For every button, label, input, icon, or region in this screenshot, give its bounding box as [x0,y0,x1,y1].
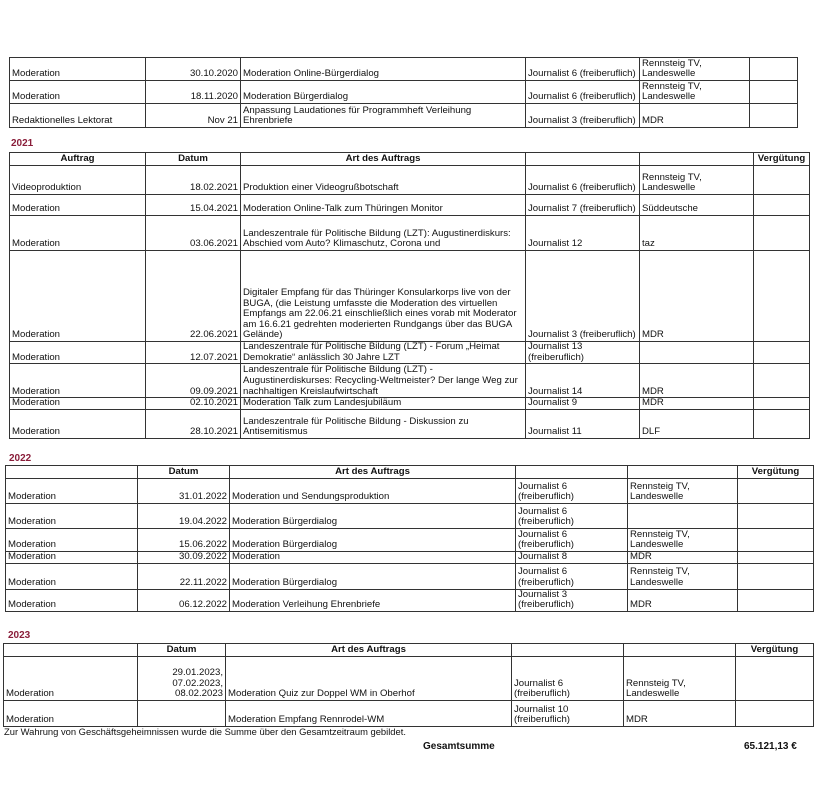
cell-art: Moderation [230,552,516,564]
cell-verguetung [738,529,814,552]
cell-verguetung [738,563,814,589]
cell-verguetung [738,552,814,564]
cell-verguetung [738,479,814,504]
cell-art: Digitaler Empfang für das Thüringer Konsularkorps live von der BUGA, (die Leistung umfasste die Moderation des virtuellen Empfangs am 22.06.21 einschließlich eines vorab mit Moderator am 16.6.21 gedrehten moderierten Rundgangs über das BUGA Gelände) [241,251,526,342]
table-2021-header [10,153,810,166]
cell-journalist: Journalist 3 (freiberuflich) [526,104,640,128]
table-2021 [9,152,810,439]
table-row [10,342,810,364]
cell-verguetung [754,398,810,410]
cell-art: Moderation Online-Talk zum Thüringen Monitor [241,195,526,216]
cell-journalist: Journalist 3 (freiberuflich) [526,251,640,342]
cell-verguetung [738,504,814,529]
cell-auftrag: Moderation [4,657,138,701]
table-row [6,563,814,589]
cell-datum: 19.04.2022 [138,504,230,529]
table-row [10,58,798,81]
cell-kunde [628,504,738,529]
table-row [10,398,810,410]
header-journalist [516,466,628,479]
cell-journalist: Journalist 7 (freiberuflich) [526,195,640,216]
cell-kunde: Rennsteig TV, Landeswelle [624,657,736,701]
header-verguetung: Vergütung [736,644,814,657]
cell-journalist: Journalist 6 (freiberuflich) [526,81,640,104]
header-datum: Datum [138,644,226,657]
table-row [10,251,810,342]
cell-kunde: Rennsteig TV, Landeswelle [628,529,738,552]
cell-verguetung [750,81,798,104]
cell-kunde: taz [640,216,754,251]
cell-kunde [640,342,754,364]
cell-verguetung [736,701,814,727]
cell-verguetung [738,589,814,611]
cell-art: Moderation und Sendungsproduktion [230,479,516,504]
cell-datum: 09.09.2021 [146,364,241,398]
cell-verguetung [754,409,810,438]
cell-art: Landeszentrale für Politische Bildung (LZT) - Forum „Heimat Demokratie“ anlässlich 30 Jahre LZT [241,342,526,364]
table-2023-body [4,657,814,727]
cell-auftrag: Moderation [6,552,138,564]
cell-journalist: Journalist 6 (freiberuflich) [516,479,628,504]
cell-verguetung [754,216,810,251]
cell-auftrag: Moderation [10,398,146,410]
cell-datum: 30.09.2022 [138,552,230,564]
header-art: Art des Auftrags [230,466,516,479]
cell-kunde: Rennsteig TV, Landeswelle [640,58,750,81]
table-row [10,104,798,128]
cell-datum: 18.11.2020 [146,81,241,104]
total-label: Gesamtsumme [423,741,495,752]
cell-journalist: Journalist 6 (freiberuflich) [526,166,640,195]
header-datum: Datum [138,466,230,479]
cell-kunde: Rennsteig TV, Landeswelle [640,166,754,195]
cell-datum: 06.12.2022 [138,589,230,611]
cell-art: Moderation Bürgerdialog [230,563,516,589]
cell-art: Moderation Verleihung Ehrenbriefe [230,589,516,611]
cell-datum: 30.10.2020 [146,58,241,81]
table-row [10,166,810,195]
year-heading-2023: 2023 [8,630,31,641]
cell-datum [138,701,226,727]
cell-verguetung [750,104,798,128]
header-auftrag: Auftrag [10,153,146,166]
cell-art: Anpassung Laudationes für Programmheft Verleihung Ehrenbriefe [241,104,526,128]
cell-verguetung [754,342,810,364]
table-2021-body [10,166,810,439]
header-verguetung: Vergütung [754,153,810,166]
cell-auftrag: Moderation [6,504,138,529]
cell-auftrag: Moderation [4,701,138,727]
cell-datum: 03.06.2021 [146,216,241,251]
cell-auftrag: Moderation [6,479,138,504]
cell-auftrag: Moderation [6,529,138,552]
table-row [6,589,814,611]
cell-kunde: MDR [640,251,754,342]
table-row [10,364,810,398]
confidentiality-note: Zur Wahrung von Geschäftsgeheimnissen wurde die Summe über den Gesamtzeitraum gebildet. [4,726,406,737]
table-2023 [3,643,814,727]
cell-verguetung [754,166,810,195]
cell-journalist: Journalist 6 (freiberuflich) [512,657,624,701]
cell-verguetung [754,251,810,342]
cell-kunde: Rennsteig TV, Landeswelle [628,563,738,589]
header-kunde [640,153,754,166]
cell-journalist: Journalist 6 (freiberuflich) [526,58,640,81]
cell-kunde: MDR [624,701,736,727]
total-value: 65.121,13 € [744,741,797,752]
cell-journalist: Journalist 13 (freiberuflich) [526,342,640,364]
cell-kunde: MDR [640,364,754,398]
table-row [6,529,814,552]
header-auftrag [6,466,138,479]
cell-art: Moderation Bürgerdialog [230,504,516,529]
header-kunde [628,466,738,479]
cell-journalist: Journalist 6 (freiberuflich) [516,563,628,589]
table-row [10,195,810,216]
table-row [4,657,814,701]
header-auftrag [4,644,138,657]
cell-kunde: MDR [640,104,750,128]
cell-datum: 02.10.2021 [146,398,241,410]
cell-auftrag: Moderation [10,409,146,438]
table-row [10,81,798,104]
table-row [4,701,814,727]
cell-journalist: Journalist 6 (freiberuflich) [516,504,628,529]
header-journalist [512,644,624,657]
cell-datum: 15.04.2021 [146,195,241,216]
table-2022-body [6,479,814,612]
cell-kunde: MDR [628,552,738,564]
cell-auftrag: Videoproduktion [10,166,146,195]
table-2020 [9,57,798,128]
cell-verguetung [736,657,814,701]
cell-art: Moderation Empfang Rennrodel-WM [226,701,512,727]
cell-datum: 22.11.2022 [138,563,230,589]
cell-kunde: Rennsteig TV, Landeswelle [640,81,750,104]
cell-art: Moderation Online-Bürgerdialog [241,58,526,81]
cell-datum: 18.02.2021 [146,166,241,195]
table-row [10,216,810,251]
cell-verguetung [754,364,810,398]
table-row [6,552,814,564]
cell-verguetung [750,58,798,81]
header-journalist [526,153,640,166]
cell-journalist: Journalist 10 (freiberuflich) [512,701,624,727]
cell-art: Landeszentrale für Politische Bildung (LZT): Augustinerdiskurs: Abschied vom Auto? Klimaschutz, Corona und [241,216,526,251]
cell-auftrag: Moderation [10,364,146,398]
cell-journalist: Journalist 12 [526,216,640,251]
table-2023-header [4,644,814,657]
cell-auftrag: Moderation [10,342,146,364]
table-2022 [5,465,814,612]
header-verguetung: Vergütung [738,466,814,479]
cell-art: Moderation Quiz zur Doppel WM in Oberhof [226,657,512,701]
header-datum: Datum [146,153,241,166]
cell-art: Moderation Talk zum Landesjubiläum [241,398,526,410]
cell-kunde: MDR [628,589,738,611]
cell-auftrag: Moderation [10,58,146,81]
cell-auftrag: Moderation [6,589,138,611]
cell-datum: 22.06.2021 [146,251,241,342]
cell-datum: Nov 21 [146,104,241,128]
year-heading-2021: 2021 [11,138,34,149]
header-art: Art des Auftrags [241,153,526,166]
cell-auftrag: Moderation [10,81,146,104]
cell-journalist: Journalist 3 (freiberuflich) [516,589,628,611]
header-art: Art des Auftrags [226,644,512,657]
cell-datum: 31.01.2022 [138,479,230,504]
cell-journalist: Journalist 8 [516,552,628,564]
cell-art: Moderation Bürgerdialog [230,529,516,552]
cell-art: Landeszentrale für Politische Bildung - Diskussion zu Antisemitismus [241,409,526,438]
cell-auftrag: Moderation [6,563,138,589]
table-2020-body [10,58,798,128]
cell-datum: 12.07.2021 [146,342,241,364]
header-kunde [624,644,736,657]
cell-journalist: Journalist 6 (freiberuflich) [516,529,628,552]
cell-auftrag: Redaktionelles Lektorat [10,104,146,128]
cell-auftrag: Moderation [10,216,146,251]
cell-datum: 29.01.2023, 07.02.2023, 08.02.2023 [138,657,226,701]
cell-datum: 28.10.2021 [146,409,241,438]
cell-kunde: MDR [640,398,754,410]
cell-art: Moderation Bürgerdialog [241,81,526,104]
cell-journalist: Journalist 11 [526,409,640,438]
table-row [6,479,814,504]
cell-datum: 15.06.2022 [138,529,230,552]
cell-art: Landeszentrale für Politische Bildung (LZT) - Augustinerdiskurses: Recycling-Weltmeister? Der lange Weg zur nachhaltigen Kreislaufwirtschaft [241,364,526,398]
cell-kunde: Rennsteig TV, Landeswelle [628,479,738,504]
table-2022-header [6,466,814,479]
cell-auftrag: Moderation [10,195,146,216]
cell-kunde: DLF [640,409,754,438]
table-row [6,504,814,529]
cell-art: Produktion einer Videogrußbotschaft [241,166,526,195]
table-row [10,409,810,438]
year-heading-2022: 2022 [9,453,32,464]
cell-verguetung [754,195,810,216]
cell-journalist: Journalist 14 [526,364,640,398]
cell-kunde: Süddeutsche [640,195,754,216]
cell-journalist: Journalist 9 [526,398,640,410]
cell-auftrag: Moderation [10,251,146,342]
